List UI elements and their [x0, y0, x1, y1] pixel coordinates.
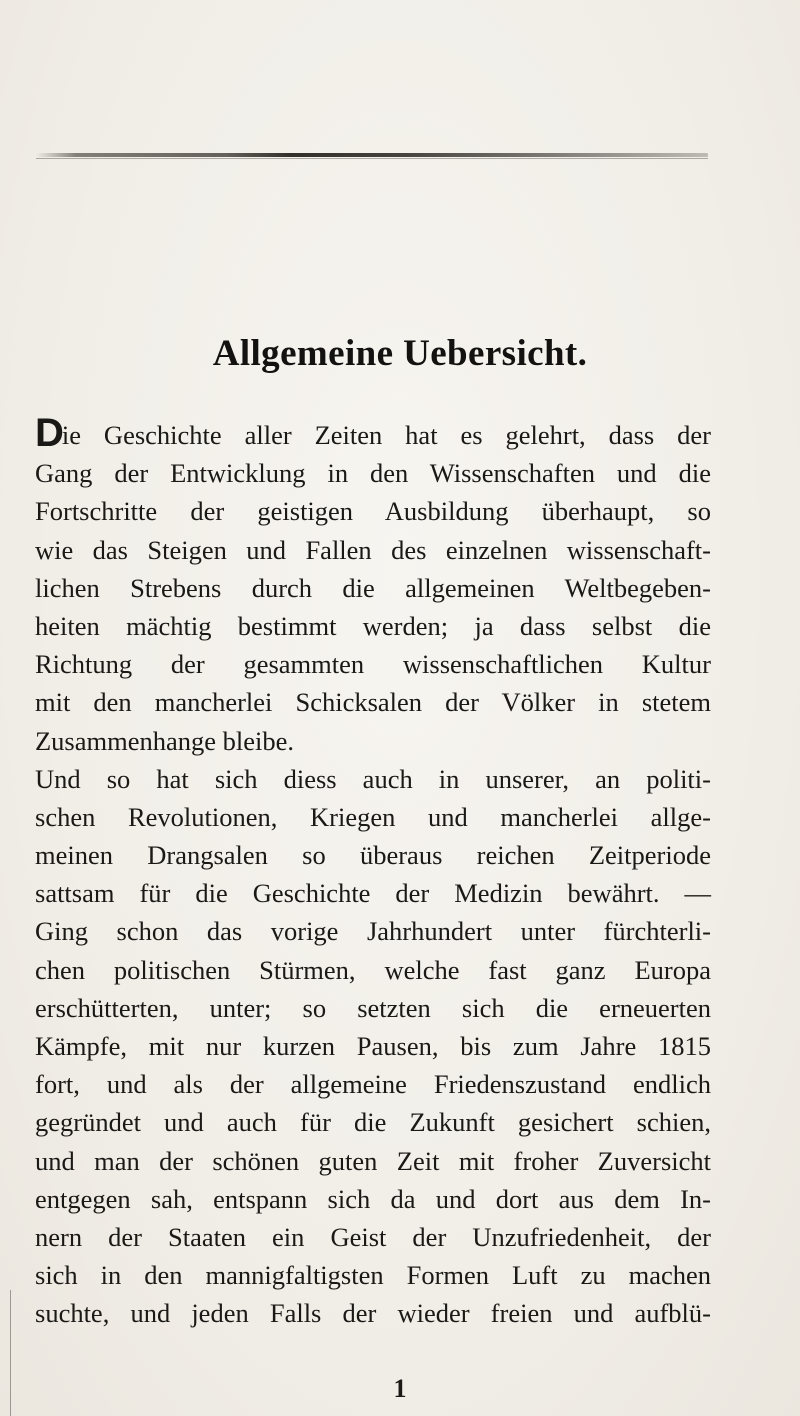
text-line: [35, 411, 711, 455]
text-line: suchte, und jeden Falls der wieder freien und aufblü-: [35, 1298, 711, 1329]
text-line: mit den mancherlei Schicksalen der Völker in stetem: [35, 687, 711, 718]
page-title: Allgemeine Uebersicht.: [212, 333, 588, 374]
text-line: gegründet und auch für die Zukunft gesichert schien,: [35, 1107, 711, 1138]
text-line: wie das Steigen und Fallen des einzelnen wissenschaft-: [35, 534, 711, 565]
text-line: erschütterten, unter; so setzten sich die erneuerten: [35, 992, 711, 1023]
text-line: schen Revolutionen, Kriegen und mancherlei allge-: [35, 801, 711, 832]
text-line: Ging schon das vorige Jahrhundert unter fürchterli-: [35, 916, 711, 947]
header-rule-thin: [36, 158, 708, 159]
text-line: sattsam für die Geschichte der Medizin bewährt. —: [35, 878, 711, 909]
text-line: entgegen sah, entspann sich da und dort aus dem In-: [35, 1183, 711, 1214]
text-line: sich in den mannigfaltigsten Formen Luft zu machen: [35, 1260, 711, 1291]
text-line: Und so hat sich diess auch in unserer, an politi-: [35, 763, 711, 794]
text-line: Richtung der gesammten wissenschaftlichen Kultur: [35, 649, 711, 680]
text-line: heiten mächtig bestimmt werden; ja dass selbst die: [35, 610, 711, 641]
text-line: chen politischen Stürmen, welche fast ganz Europa: [35, 954, 711, 985]
text-line: Kämpfe, mit nur kurzen Pausen, bis zum Jahre 1815: [35, 1031, 711, 1061]
text-line: Zusammenhange bleibe.: [35, 725, 295, 756]
text-line: nern der Staaten ein Geist der Unzufriedenheit, der: [35, 1221, 711, 1252]
text-line: Gang der Entwicklung in den Wissenschaften und die: [35, 458, 711, 489]
text-line: fort, und als der allgemeine Friedenszustand endlich: [35, 1069, 711, 1100]
text-line-content: ie Geschichte aller Zeiten hat es gelehrt, dass der: [61, 420, 711, 450]
body-text: [35, 411, 711, 1333]
text-line: meinen Drangsalen so überaus reichen Zeitperiode: [35, 840, 711, 871]
text-line: Fortschritte der geistigen Ausbildung überhaupt, so: [35, 496, 711, 527]
drop-cap: D: [35, 411, 62, 455]
header-rule: [36, 153, 708, 157]
page-edge-mark: [10, 1290, 11, 1416]
text-line: und man der schönen guten Zeit mit froher Zuversicht: [35, 1145, 711, 1176]
text-line: lichen Strebens durch die allgemeinen Weltbegeben-: [35, 572, 711, 603]
page-number: 1: [393, 1374, 407, 1403]
